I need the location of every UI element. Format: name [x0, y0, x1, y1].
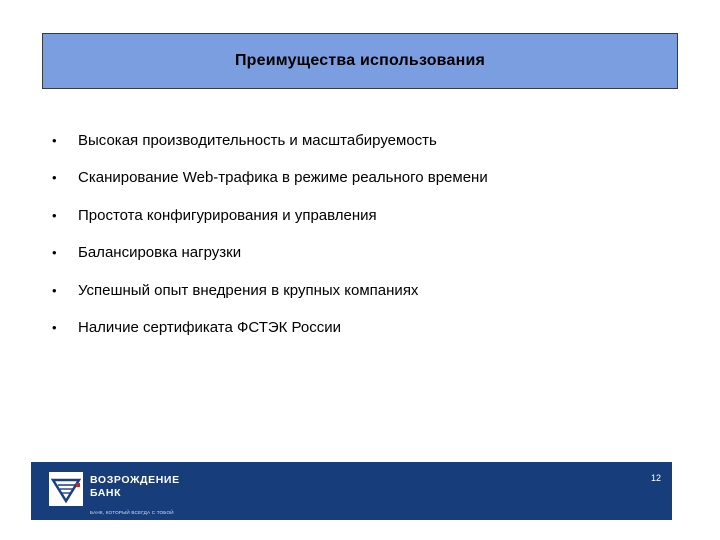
bullet-icon: • — [52, 245, 57, 261]
list-item — [52, 245, 488, 282]
list-item — [52, 133, 488, 170]
bullet-text: Наличие сертификата ФСТЭК России — [78, 318, 341, 336]
bullet-icon: • — [52, 207, 57, 223]
title-box — [42, 33, 678, 89]
bullet-text: Балансировка нагрузки — [78, 244, 242, 262]
bullet-icon: • — [52, 282, 57, 298]
bullet-text: Простота конфигурирования и управления — [78, 206, 377, 224]
list-item — [52, 170, 488, 207]
bank-logo — [49, 472, 209, 518]
list-item — [52, 320, 488, 357]
bank-slogan: БАНК, КОТОРЫЙ ВСЕГДА С ТОБОЙ — [90, 510, 174, 515]
footer-banner — [31, 462, 672, 520]
list-item — [52, 208, 488, 245]
bullet-list — [52, 133, 488, 357]
bullet-text: Успешный опыт внедрения в крупных компаниях — [78, 281, 419, 299]
bank-name-line2: БАНК — [90, 487, 122, 499]
slide-title: Преимущества использования — [234, 52, 486, 69]
list-item — [52, 283, 488, 320]
bank-logo-icon — [49, 472, 83, 506]
page-number: 12 — [650, 473, 661, 483]
bullet-icon: • — [52, 170, 57, 186]
bullet-text: Сканирование Web-трафика в режиме реального времени — [78, 169, 488, 187]
bank-name-line1: ВОЗРОЖДЕНИЕ — [90, 474, 180, 486]
bullet-icon: • — [52, 319, 57, 335]
bullet-icon: • — [52, 133, 57, 148]
bullet-text: Высокая производительность и масштабируемость — [78, 132, 437, 149]
